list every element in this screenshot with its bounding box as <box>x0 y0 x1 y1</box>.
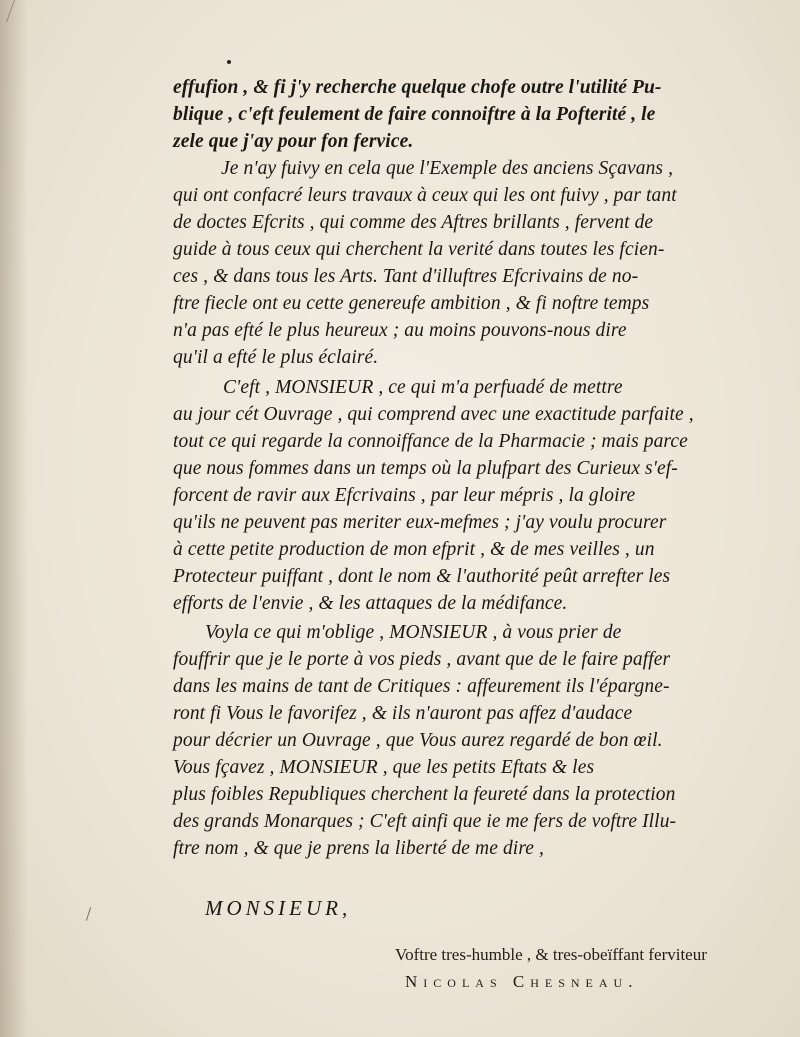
text-line: qui ont confacré leurs travaux à ceux qui les ont fuivy , par tant <box>173 185 677 206</box>
text-line: zele que j'ay pour fon fervice. <box>173 131 414 152</box>
text-line: qu'il a efté le plus éclairé. <box>173 347 379 368</box>
text-line: au jour cét Ouvrage , qui comprend avec une exactitude parfaite , <box>173 404 694 425</box>
salutation: MONSIEUR, <box>205 896 352 920</box>
text-line: fouffrir que je le porte à vos pieds , avant que de le faire paffer <box>173 649 671 670</box>
text-line: effufion , & fi j'y recherche quelque chofe outre l'utilité Pu- <box>173 77 662 98</box>
text-line: à cette petite production de mon efprit , & de mes veilles , un <box>173 539 655 560</box>
signature: Nicolas Chesneau. <box>405 972 639 991</box>
text-line: Je n'ay fuivy en cela que l'Exemple des anciens Sçavans , <box>221 158 674 179</box>
text-line: Voyla ce qui m'oblige , MONSIEUR , à vous prier de <box>205 622 622 643</box>
text-line: n'a pas efté le plus heureux ; au moins pouvons-nous dire <box>173 320 627 341</box>
text-line: qu'ils ne peuvent pas meriter eux-mefmes ; j'ay voulu procurer <box>173 512 667 533</box>
text-line: ftre nom , & que je prens la liberté de me dire , <box>173 838 544 859</box>
page-edge-shadow <box>0 0 28 1037</box>
text-line: guide à tous ceux qui cherchent la verité dans toutes les fcien- <box>173 239 665 260</box>
margin-tick <box>86 907 91 921</box>
text-line: des grands Monarques ; C'eft ainfi que ie me fers de voftre Illu- <box>173 811 677 832</box>
text-line: ces , & dans tous les Arts. Tant d'illuftres Efcrivains de no- <box>173 266 639 287</box>
text-line: blique , c'eft feulement de faire connoiftre à la Pofterité , le <box>173 104 656 125</box>
ink-dot <box>227 60 231 64</box>
text-line: plus foibles Republiques cherchent la feureté dans la protection <box>173 784 676 805</box>
text-line: Protecteur puiffant , dont le nom & l'authorité peût arrefter les <box>173 566 671 587</box>
text-line: forcent de ravir aux Efcrivains , par leur mépris , la gloire <box>173 485 636 506</box>
text-line: que nous fommes dans un temps où la plufpart des Curieux s'ef- <box>173 458 678 479</box>
text-line: ftre fiecle ont eu cette genereufe ambition , & fi noftre temps <box>173 293 650 314</box>
closing-formula: Voftre tres-humble , & tres-obeïffant ferviteur <box>395 945 707 964</box>
text-line: efforts de l'envie , & les attaques de la médifance. <box>173 593 568 614</box>
text-line: Vous fçavez , MONSIEUR , que les petits Eftats & les <box>173 757 595 778</box>
text-line: dans les mains de tant de Critiques : affeurement ils l'épargne- <box>173 676 670 697</box>
text-line: pour décrier un Ouvrage , que Vous aurez regardé de bon œil. <box>173 730 663 751</box>
text-line: ront fi Vous le favorifez , & ils n'auront pas affez d'audace <box>173 703 633 724</box>
text-line: de doctes Efcrits , qui comme des Aftres brillants , fervent de <box>173 212 654 233</box>
text-line: tout ce qui regarde la connoiffance de la Pharmacie ; mais parce <box>173 431 688 452</box>
text-line: C'eft , MONSIEUR , ce qui m'a perfuadé de mettre <box>223 377 623 398</box>
